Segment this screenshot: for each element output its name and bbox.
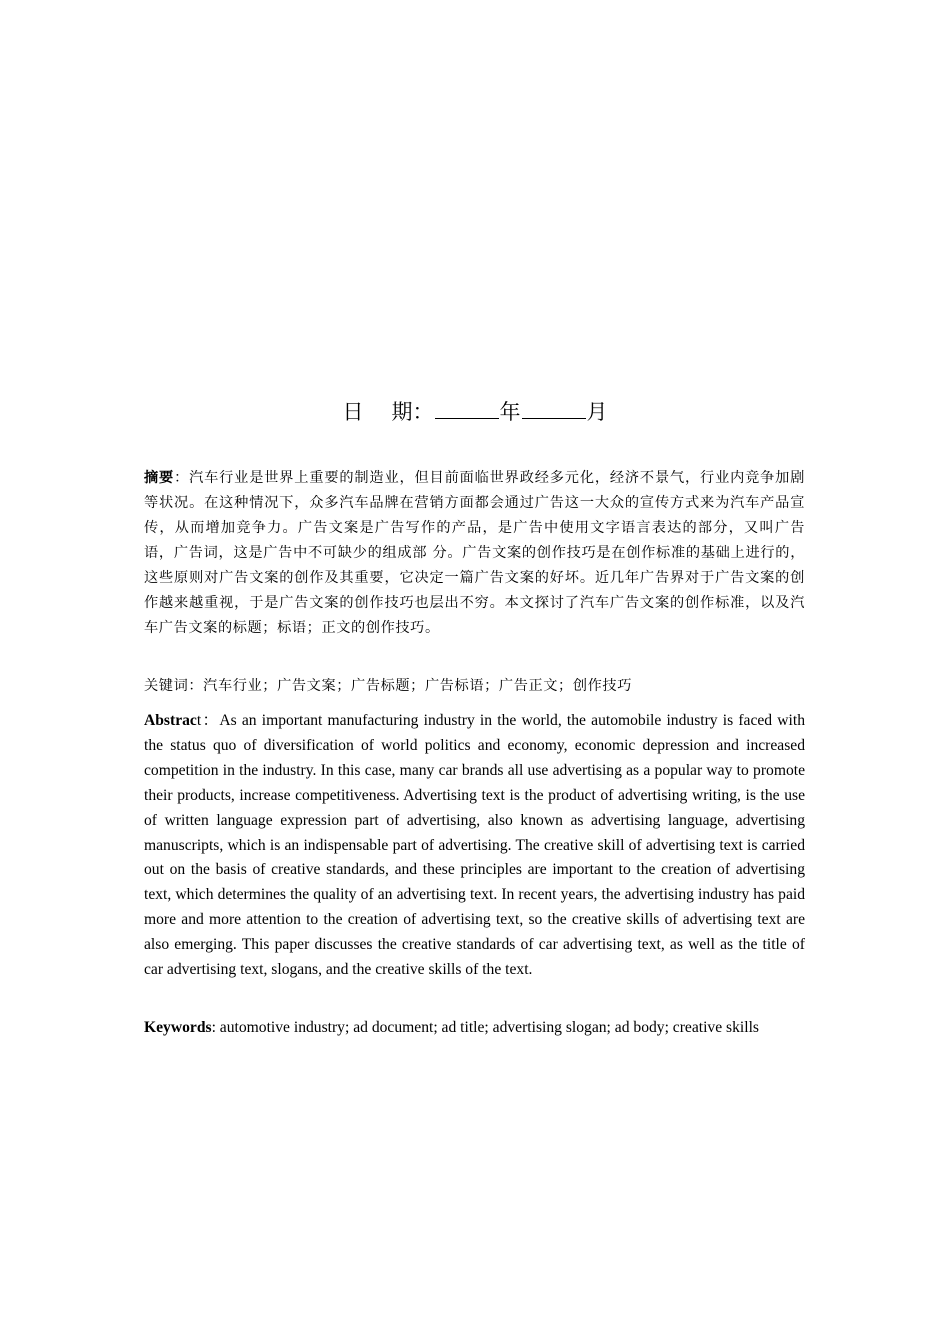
english-abstract	[144, 709, 805, 983]
english-abstract-label-tail: t	[196, 712, 202, 729]
chinese-abstract	[144, 466, 805, 641]
chinese-abstract-separator: ：	[174, 470, 190, 486]
month-label: 月	[586, 400, 608, 424]
date-day-label: 日	[342, 400, 364, 424]
year-blank	[435, 396, 499, 419]
year-label: 年	[499, 400, 521, 424]
english-keywords	[144, 1017, 824, 1039]
english-abstract-label: Abstrac	[144, 712, 197, 729]
english-keywords-text: : automotive industry; ad document; ad title; advertising slogan; ad body; creative skills	[211, 1019, 759, 1036]
date-period-label: 期：	[391, 400, 434, 424]
chinese-abstract-text: 汽车行业是世界上重要的制造业，但目前面临世界政经多元化，经济不景气，行业内竞争加剧等状况。在这种情况下，众多汽车品牌在营销方面都会通过广告这一大众的宣传方式来为汽车产品宣传，从而增加竞争力。广告文案是广告写作的产品，是广告中使用文字语言表达的部分，又叫广告语，广告词，这是广告中不可缺少的组成部 分。广告文案的创作技巧是在创作标准的基础上进行的，这些原则对广告文案的创作及其重要，它决定一篇广告文案的好坏。近几年广告界对于广告文案的创作越来越重视，于是广告文案的创作技巧也层出不穷。本文探讨了汽车广告文案的创作标准，以及汽车广告文案的标题；标语；正文的创作技巧。	[144, 470, 805, 636]
english-abstract-separator: ：	[201, 712, 220, 729]
chinese-keywords: 关键词：汽车行业；广告文案；广告标题；广告标语；广告正文；创作技巧	[144, 678, 632, 694]
english-keywords-label: Keywords	[144, 1019, 212, 1036]
month-blank	[522, 396, 586, 419]
english-abstract-text: As an important manufacturing industry in the world, the automobile industry is faced with the status quo of diversification of world politics and economy, economic depression and increased competition in the industry. In this case, many car brands all use advertising as a popular way to promote their products, increase competitiveness. Advertising text is the product of advertising writing, is the use of written language expression part of advertising, also known as advertising language, advertising manuscripts, which is an indispensable part of advertising. The creative skill of advertising text is carried out on the basis of creative standards, and these principles are important to the creation of advertising text, which determines the quality of an advertising text. In recent years, the advertising industry has paid more and more attention to the creation of advertising text, so the creative skills of advertising text are also emerging. This paper discusses the creative standards of car advertising text, as well as the title of car advertising text, slogans, and the creative skills of the text.	[144, 712, 805, 979]
chinese-abstract-label: 摘要	[144, 470, 175, 486]
date-line	[0, 396, 950, 427]
